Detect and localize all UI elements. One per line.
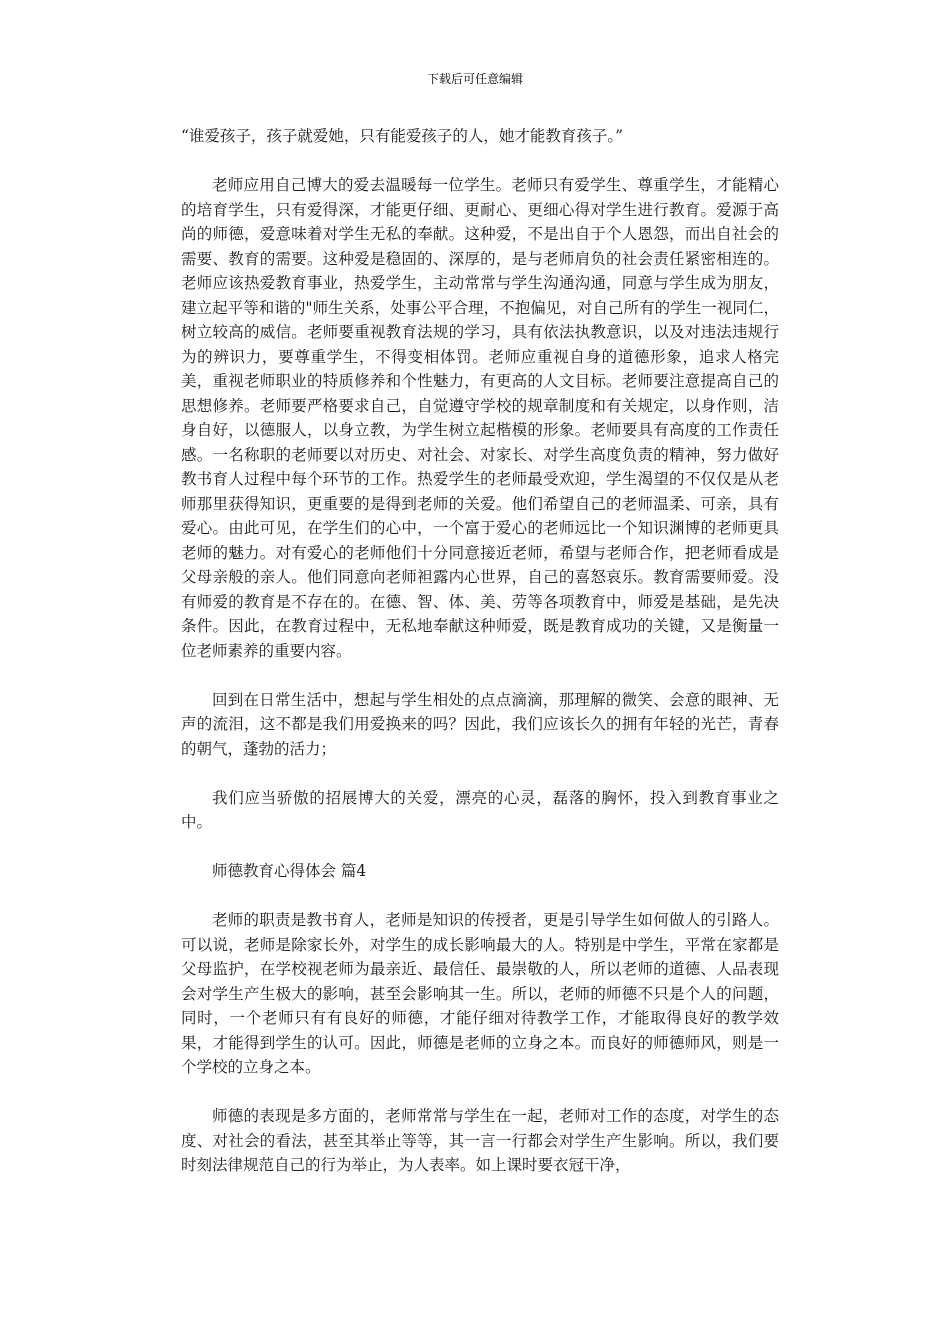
body-paragraph: 老师的职责是教书育人，老师是知识的传授者，更是引导学生如何做人的引路人。可以说，老师是除家长外，对学生的成长影响最大的人。特别是中学生，平常在家都是父母监护，在学校视老师为最亲近、最信任、最崇敬的人，所以老师的道德、人品表现会对学生产生极大的影响，甚至会影响其一生。所以，老师的师德不只是个人的问题，同时，一个老师只有有良好的师德，才能仔细对待教学工作，才能取得良好的教学效果，才能得到学生的认可。因此，师德是老师的立身之本。而良好的师德师风，则是一个学校的立身之本。 [181, 911, 779, 1076]
body-paragraph: 老师应用自己博大的爱去温暖每一位学生。老师只有爱学生、尊重学生，才能精心的培育学生，只有爱得深，才能更仔细、更耐心、更细心得对学生进行教育。爱源于高尚的师德，爱意味着对学生无私的奉献。这种爱，不是出自于个人恩怨，而出自社会的需要、教育的需要。这种爱是稳固的、深厚的，是与老师肩负的社会责任紧密相连的。老师应该热爱教育事业，热爱学生，主动常常与学生沟通沟通，同意与学生成为朋友，建立起平等和谐的"师生关系，处事公平合理，不抱偏见，对自己所有的学生一视同仁，树立较高的威信。老师要重视教育法规的学习，具有依法执教意识，以及对违法违规行为的辨识力，要尊重学生，不得变相体罚。老师应重视自身的道德形象，追求人格完美，重视老师职业的特质修养和个性魅力，有更高的人文目标。老师要注意提高自己的思想修养。老师要严格要求自己，自觉遵守学校的规章制度和有关规定，以身作则，洁身自好，以德服人，以身立教，为学生树立起楷模的形象。老师要具有高度的工作责任感。一名称职的老师要以对历史、对社会、对家长、对学生高度负责的精神，努力做好教书育人过程中每个环节的工作。热爱学生的老师最受欢迎，学生渴望的不仅仅是从老师那里获得知识，更重要的是得到老师的关爱。他们希望自己的老师温柔、可亲，具有爱心。由此可见，在学生们的心中，一个富于爱心的老师远比一个知识渊博的老师更具老师的魅力。对有爱心的老师他们十分同意接近老师，希望与老师合作，把老师看成是父母亲般的亲人。他们同意向老师袒露内心世界，自己的喜怒哀乐。教育需要师爱。没有师爱的教育是不存在的。在德、智、体、美、劳等各项教育中，师爱是基础，是先决条件。因此，在教育过程中，无私地奉献这种师爱，既是教育成功的关键，又是衡量一位老师素养的重要内容。 [181, 176, 779, 660]
page-header-note: 下载后可任意编辑 [426, 72, 523, 86]
body-paragraph: 回到在日常生活中，想起与学生相处的点点滴滴，那理解的微笑、会意的眼神、无声的流泪，这不都是我们用爱换来的吗？因此，我们应该长久的拥有年轻的光芒，青春的朝气，蓬勃的活力； [181, 690, 779, 758]
body-paragraph: 我们应当骄傲的招展博大的关爱，漂亮的心灵，磊落的胸怀，投入到教育事业之中。 [181, 788, 779, 831]
section-heading: 师德教育心得体会 篇4 [212, 862, 367, 880]
body-paragraph: 师德的表现是多方面的，老师常常与学生在一起，老师对工作的态度，对学生的态度、对社会的看法，甚至其举止等等，其一言一行都会对学生产生影响。所以，我们要时刻法律规范自己的行为举止，为人表率。如上课时要衣冠干净， [181, 1107, 779, 1174]
opening-quote: “谁爱孩子，孩子就爱她，只有能爱孩子的人，她才能教育孩子。” [181, 127, 624, 145]
document-body [181, 124, 779, 1202]
